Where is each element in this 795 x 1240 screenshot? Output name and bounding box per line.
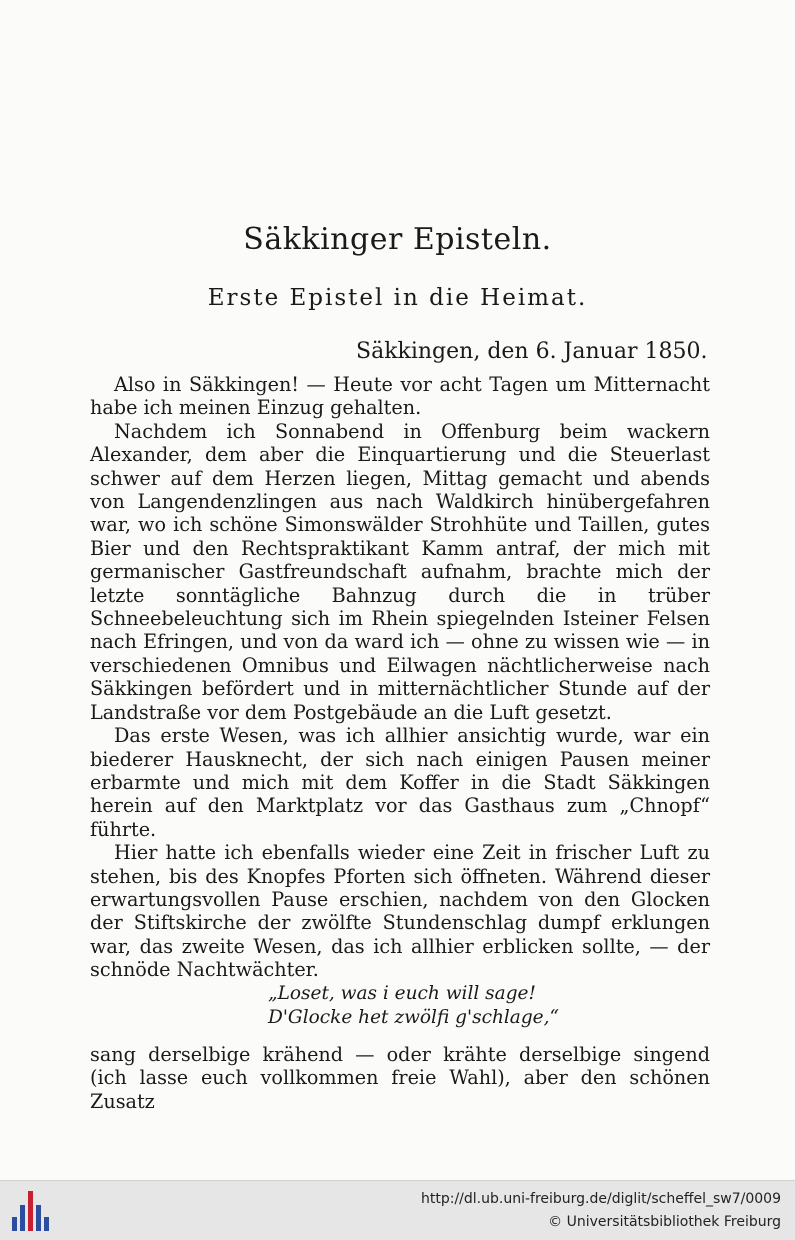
ub-freiburg-logo-icon — [10, 1191, 50, 1231]
paragraph: Nachdem ich Sonnabend in Offenburg beim wackern Alexander, dem aber die Einquartierung und die Steuerlast schwer auf dem Herzen liegen, Mittag gemacht und abends von Langendenzlingen aus nach Waldkirch hinübergefahren war, wo ich schöne Simonswälder Strohhüte und Taillen, gutes Bier und den Rechtspraktikant Kamm antraf, der mich mit germanischer Gastfreundschaft aufnahm, brachte mich der letzte sonntägliche Bahnzug durch die in trüber Schneebeleuchtung sich im Rhein spiegelnden Isteiner Felsen nach Efringen, und von da ward ich — ohne zu wissen wie — in verschiedenen Omnibus und Eilwagen nächtlicherweise nach Säkkingen befördert und in mitternächtlicher Stunde auf der Landstraße vor dem Postgebäude an die Luft gesetzt. — [90, 419, 710, 724]
verse-line: D'Glocke het zwölfi g'schlage,“ — [268, 1006, 559, 1028]
paragraph: Hier hatte ich ebenfalls wieder eine Zeit in frischer Luft zu stehen, bis des Knopfes Pforten sich öffneten. Während dieser erwartungsvollen Pause erschien, nachdem von den Glocken der Stiftskirche der zwölfte Stundenschlag dumpf erklungen war, das zweite Wesen, das ich allhier erblicken sollte, — der schnöde Nachtwächter. — [90, 841, 710, 982]
page-title: Säkkinger Episteln. — [243, 222, 552, 257]
body-text — [90, 373, 710, 982]
paragraph: Das erste Wesen, was ich allhier ansichtig wurde, war ein biederer Hausknecht, der sich nach einigen Pausen meiner erbarmte und mich mit dem Koffer in die Stadt Säkkingen herein auf den Marktplatz vor das Gasthaus zum „Chnopf“ führte. — [90, 724, 710, 841]
source-url-link[interactable]: http://dl.ub.uni-freiburg.de/diglit/scheffel_sw7/0009 — [421, 1191, 781, 1207]
dateline: Säkkingen, den 6. Januar 1850. — [356, 339, 708, 364]
copyright-text: © Universitätsbibliothek Freiburg — [548, 1214, 781, 1230]
paragraph-continuation: sang derselbige krähend — oder krähte derselbige singend (ich lasse euch vollkommen freie Wahl), aber den schönen Zusatz — [90, 1043, 710, 1113]
epistle-subtitle: Erste Epistel in die Heimat. — [207, 285, 588, 311]
footer-bar — [0, 1180, 795, 1240]
paragraph: Also in Säkkingen! — Heute vor acht Tagen um Mitternacht habe ich meinen Einzug gehalten. — [90, 373, 710, 420]
verse-block — [268, 982, 559, 1029]
verse-line: „Loset, was i euch will sage! — [268, 983, 536, 1004]
